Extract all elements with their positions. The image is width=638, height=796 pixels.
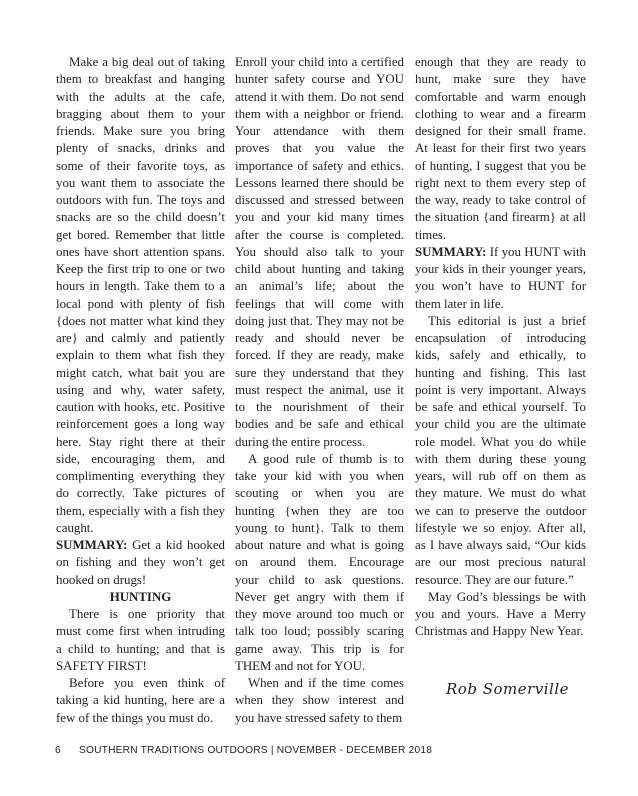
page-number: 6	[55, 745, 61, 756]
article-column-1	[56, 54, 225, 727]
summary-text: If you HUNT with your kids in their younger years, you won’t have to HUNT for them later in life.	[415, 244, 586, 311]
summary-fishing	[56, 537, 225, 589]
page-footer	[55, 745, 595, 756]
article-column-2	[235, 54, 404, 727]
paragraph-hunter-safety-course: Enroll your child into a certified hunter safety course and YOU attend it with them. Do not send them with a neighbor or friend. Your attendance with them proves that you value the importance of safety and ethics. Lessons learned there should be discussed and stressed between you and your kid many times after the course is completed. You should also talk to your child about hunting and taking an animal’s life; about the feelings that will come with doing just that. They may not be ready and should never be forced. If they are ready, make sure they understand that they must respect the animal, use it to the nourishment of their bodies and be safe and ethical during the entire process.	[235, 55, 404, 449]
section-heading-hunting: HUNTING	[109, 589, 172, 604]
paragraph-blessings: May God’s blessings be with you and yours. Have a Merry Christmas and Happy New Year.	[415, 589, 586, 639]
summary-label: SUMMARY:	[56, 538, 128, 552]
paragraph-breakfast: Make a big deal out of taking them to breakfast and hanging with the adults at the cafe, bragging about them to your friends. Make sure you bring plenty of snacks, drinks and some of their favorite toys, as you want them to associate the outdoors with fun. The toys and snacks are so the child doesn’t get bored. Remember that little ones have short attention spans. Keep the first trip to one or two hours in length. Take them to a local pond with plenty of fish {does not matter what kind they are} and calmly and patiently explain to them what fish they might catch, what bait you are using and why, water safety, caution with hooks, etc. Positive reinforcement goes a long way here. Stay right there at their side, encouraging them, and complimenting everything they do correctly. Take pictures of them, especially with a fish they caught.	[56, 55, 225, 535]
author-signature: Rob Somerville	[446, 680, 570, 698]
paragraph-safety-first: There is one priority that must come first when intruding a child to hunting; and that is SAFETY FIRST!	[56, 607, 225, 673]
article-column-3	[415, 54, 586, 641]
summary-label: SUMMARY:	[415, 244, 487, 259]
publication-info: SOUTHERN TRADITIONS OUTDOORS | NOVEMBER - DECEMBER 2018	[79, 745, 433, 756]
paragraph-before-hunting: Before you even think of taking a kid hunting, here are a few of the things you must do.	[56, 676, 225, 725]
paragraph-editorial-summary: This editorial is just a brief encapsulation of introducing kids, safely and ethically, to hunting and fishing. This last point is very important. Always be safe and ethical yourself. To your child you are the ultimate role model. What you do while with them during these young years, will rub off on them as they mature. We must do what we can to preserve the outdoor lifestyle we so enjoy. After all, as I have always said, “Our kids are our most precious natural resource. They are our future.”	[415, 313, 586, 587]
paragraph-rule-of-thumb: A good rule of thumb is to take your kid with you when scouting or when you are hunting {when they are too young to hunt}. Talk to them about nature and what is going on around them. Encourage your child to ask questions. Never get angry with them if they move around too much or talk too loud; possibly scaring game away. This trip is for THEM and not for YOU.	[235, 451, 404, 673]
paragraph-when-interest: When and if the time comes when they show interest and you have stressed safety to them	[235, 676, 404, 725]
paragraph-firearm: enough that they are ready to hunt, make sure they have comfortable and warm enough clothing to wear and a firearm designed for their small frame. At least for their first two years of hunting, I suggest that you be right next to them every step of the way, ready to take control of the situation {and firearm} at all times.	[415, 55, 586, 242]
summary-text: Get a kid hooked on fishing and they won’t get hooked on drugs!	[56, 538, 225, 587]
summary-hunting	[415, 244, 586, 313]
